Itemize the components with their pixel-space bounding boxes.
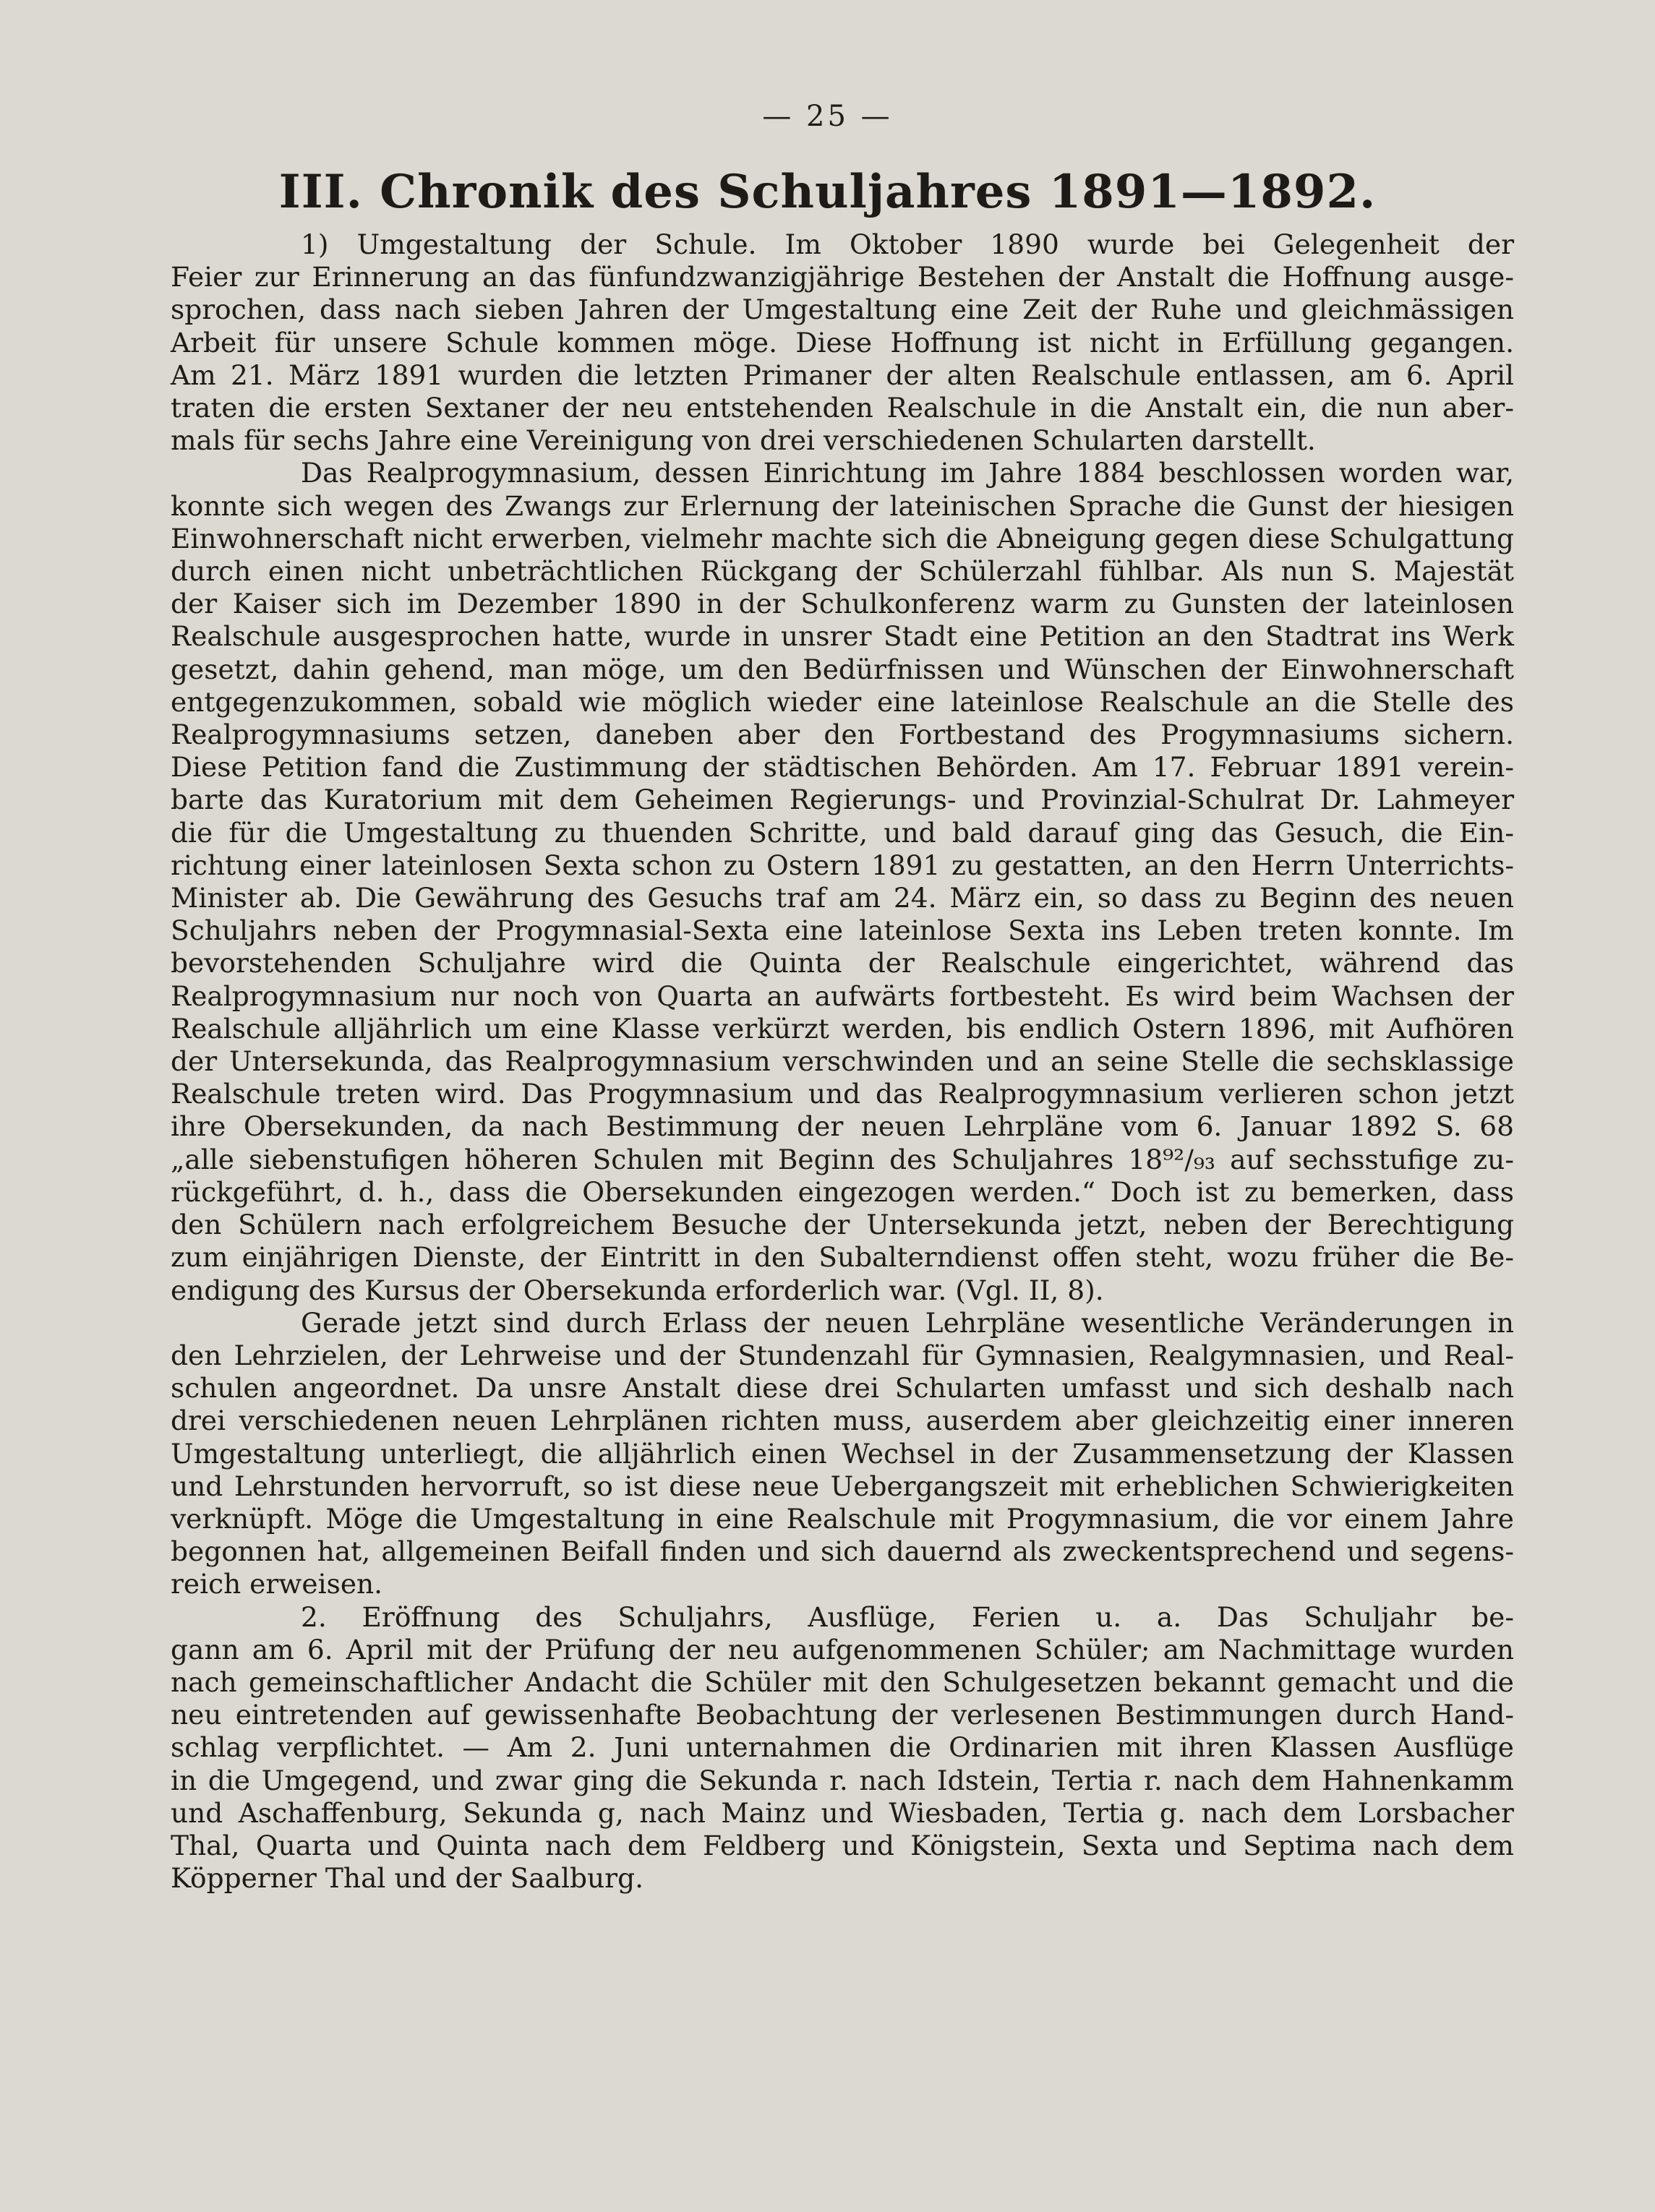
text-line: traten die ersten Sextaner der neu entstehenden Realschule in die Anstalt ein, die nun aber- — [171, 392, 1514, 424]
text-line: entgegenzukommen, sobald wie möglich wieder eine lateinlose Realschule an die Stelle des — [171, 685, 1514, 718]
text-line: Thal, Quarta und Quinta nach dem Feldberg und Königstein, Sexta und Septima nach dem — [171, 1829, 1514, 1861]
text-line: Schuljahrs neben der Progymnasial-Sexta eine lateinlose Sexta ins Leben treten konnte. Im — [171, 914, 1514, 947]
text-line: und Lehrstunden hervorruft, so ist diese neue Uebergangszeit mit erheblichen Schwierigkeiten — [171, 1470, 1514, 1502]
text-line: Minister ab. Die Gewährung des Gesuchs traf am 24. März ein, so dass zu Beginn des neuen — [171, 882, 1514, 914]
text-line: 1) Umgestaltung der Schule. Im Oktober 1890 wurde bei Gelegenheit der — [301, 228, 1514, 260]
text-line: Einwohnerschaft nicht erwerben, vielmehr machte sich die Abneigung gegen diese Schulgattung — [171, 522, 1514, 554]
text-line: mals für sechs Jahre eine Vereinigung von drei verschiedenen Schularten darstellt. — [171, 424, 1316, 457]
text-line: durch einen nicht unbeträchtlichen Rückgang der Schülerzahl fühlbar. Als nun S. Majestät — [171, 555, 1514, 588]
text-line: den Lehrzielen, der Lehrweise und der Stundenzahl für Gymnasien, Realgymnasien, und Real- — [171, 1339, 1514, 1371]
text-line: rückgeführt, d. h., dass die Obersekunden eingezogen werden.“ Doch ist zu bemerken, dass — [171, 1175, 1514, 1208]
text-line: in die Umgegend, und zwar ging die Sekunda r. nach Idstein, Tertia r. nach dem Hahnenkamm — [171, 1764, 1514, 1796]
text-line: verknüpft. Möge die Umgestaltung in eine Realschule mit Progymnasium, die vor einem Jahre — [171, 1502, 1514, 1535]
text-line: Am 21. März 1891 wurden die letzten Primaner der alten Realschule entlassen, am 6. April — [171, 359, 1514, 391]
text-line: Realschule alljährlich um eine Klasse verkürzt werden, bis endlich Ostern 1896, mit Aufhören — [171, 1012, 1514, 1045]
text-line: nach gemeinschaftlicher Andacht die Schüler mit den Schulgesetzen bekannt gemacht und die — [171, 1666, 1514, 1698]
text-line: Arbeit für unsere Schule kommen möge. Diese Hoffnung ist nicht in Erfüllung gegangen. — [171, 326, 1514, 359]
text-line: gesetzt, dahin gehend, man möge, um den Bedürfnissen und Wünschen der Einwohnerschaft — [171, 653, 1514, 685]
text-line: bevorstehenden Schuljahre wird die Quinta der Realschule eingerichtet, während das — [171, 947, 1514, 979]
text-line: ihre Obersekunden, da nach Bestimmung der neuen Lehrpläne vom 6. Januar 1892 S. 68 — [171, 1110, 1514, 1143]
text-line: „alle siebenstufigen höheren Schulen mit Beginn des Schuljahres 18⁹²/₉₃ auf sechsstufige zu- — [171, 1143, 1514, 1175]
text-line: Gerade jetzt sind durch Erlass der neuen Lehrpläne wesentliche Veränderungen in — [301, 1306, 1514, 1339]
text-line: Realprogymnasiums setzen, daneben aber den Fortbestand des Progymnasiums sichern. — [171, 719, 1514, 751]
text-line: Feier zur Erinnerung an das fünfundzwanzigjährige Bestehen der Anstalt die Hoffnung ausge- — [171, 261, 1514, 293]
text-line: neu eintretenden auf gewissenhafte Beobachtung der verlesenen Bestimmungen durch Hand- — [171, 1699, 1514, 1731]
text-line: der Untersekunda, das Realprogymnasium verschwinden und an seine Stelle die sechsklassige — [171, 1045, 1514, 1078]
text-line: richtung einer lateinlosen Sexta schon zu Ostern 1891 zu gestatten, an den Herrn Unterrichts- — [171, 849, 1514, 881]
body-text — [171, 228, 1514, 1895]
text-line: reich erweisen. — [171, 1568, 383, 1600]
text-line: Realschule ausgesprochen hatte, wurde in unsrer Stadt eine Petition an den Stadtrat ins Werk — [171, 620, 1514, 653]
text-line: konnte sich wegen des Zwangs zur Erlernung der lateinischen Sprache die Gunst der hiesigen — [171, 489, 1514, 522]
text-line: schlag verpflichtet. — Am 2. Juni unternahmen die Ordinarien mit ihren Klassen Ausflüge — [171, 1731, 1514, 1764]
chapter-heading: III. Chronik des Schuljahres 1891—1892. — [278, 165, 1377, 219]
text-line: Realschule treten wird. Das Progymnasium und das Realprogymnasium verlieren schon jetzt — [171, 1078, 1514, 1110]
text-line: endigung des Kursus der Obersekunda erforderlich war. (Vgl. II, 8). — [171, 1274, 1104, 1306]
text-line: schulen angeordnet. Da unsre Anstalt diese drei Schularten umfasst und sich deshalb nach — [171, 1372, 1514, 1405]
page-number: — 25 — — [762, 100, 893, 133]
text-line: zum einjährigen Dienste, der Eintritt in den Subalterndienst offen steht, wozu früher die Be- — [171, 1241, 1514, 1274]
text-line: und Aschaffenburg, Sekunda g, nach Mainz und Wiesbaden, Tertia g. nach dem Lorsbacher — [171, 1796, 1514, 1829]
text-line: der Kaiser sich im Dezember 1890 in der Schulkonferenz warm zu Gunsten der lateinlosen — [171, 588, 1514, 620]
text-line: barte das Kuratorium mit dem Geheimen Regierungs- und Provinzial-Schulrat Dr. Lahmeyer — [171, 784, 1514, 816]
text-line: die für die Umgestaltung zu thuenden Schritte, und bald darauf ging das Gesuch, die Ein- — [171, 816, 1514, 849]
text-line: Das Realprogymnasium, dessen Einrichtung im Jahre 1884 beschlossen worden war, — [301, 457, 1514, 489]
text-line: den Schülern nach erfolgreichem Besuche der Untersekunda jetzt, neben der Berechtigung — [171, 1209, 1514, 1241]
text-line: sprochen, dass nach sieben Jahren der Umgestaltung eine Zeit der Ruhe und gleichmässigen — [171, 293, 1514, 326]
text-line: Diese Petition fand die Zustimmung der städtischen Behörden. Am 17. Februar 1891 verein- — [171, 751, 1514, 784]
text-line: Realprogymnasium nur noch von Quarta an aufwärts fortbesteht. Es wird beim Wachsen der — [171, 979, 1514, 1012]
text-line: gann am 6. April mit der Prüfung der neu aufgenommenen Schüler; am Nachmittage wurden — [171, 1633, 1514, 1666]
text-line: 2. Eröffnung des Schuljahrs, Ausflüge, Ferien u. a. Das Schuljahr be- — [301, 1600, 1514, 1633]
text-line: Umgestaltung unterliegt, die alljährlich einen Wechsel in der Zusammensetzung der Klassen — [171, 1437, 1514, 1470]
text-line: begonnen hat, allgemeinen Beifall finden und sich dauernd als zweckentsprechend und segens- — [171, 1535, 1514, 1568]
text-line: Köpperner Thal und der Saalburg. — [171, 1862, 644, 1895]
text-line: drei verschiedenen neuen Lehrplänen richten muss, auserdem aber gleichzeitig einer inneren — [171, 1405, 1514, 1437]
